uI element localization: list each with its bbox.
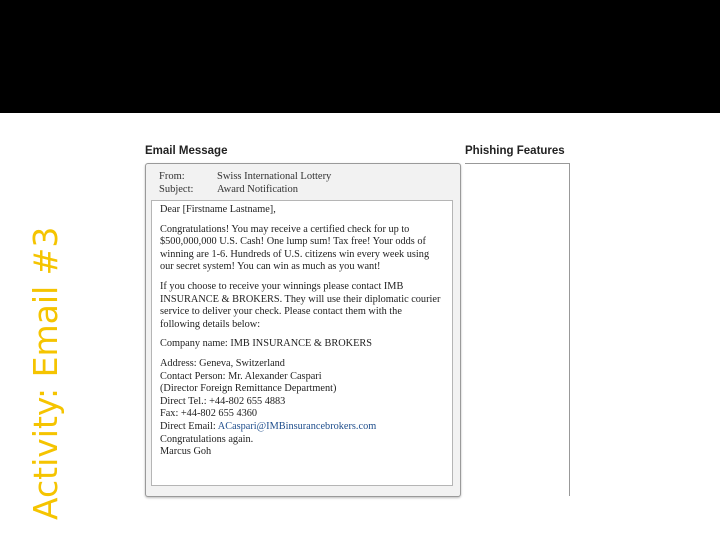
paragraph-2: If you choose to receive your winnings please contact IMB INSURANCE & BROKERS. They will use their diplomatic courier service to deliver your check. Please contact them with the following details below:: [160, 280, 441, 330]
slide-title: Activity: Email #3: [26, 226, 65, 520]
email-label: Direct Email:: [160, 420, 218, 432]
greeting: Dear [Firstname Lastname],: [160, 204, 276, 215]
address-line: Address: Geneva, Switzerland: [160, 357, 285, 369]
paragraph-1: Congratulations! You may receive a certified check for up to $500,000,000 U.S. Cash! One lump sum! Tax free! Your odds of winning are 1-6. Hundreds of U.S. citizens win every week using our secret system! You can win as much as you want!: [160, 223, 430, 273]
fax-line: Fax: +44-802 655 4360: [160, 408, 258, 420]
phishing-features-header: Phishing Features: [465, 145, 565, 157]
email-line: [160, 421, 444, 434]
email-message-header: Email Message: [145, 145, 228, 157]
from-label: From:: [159, 171, 185, 182]
email-link[interactable]: ACaspari@IMBinsurancebrokers.com: [217, 420, 377, 432]
contact-title: (Director Foreign Remittance Department): [160, 383, 337, 395]
email-body: [151, 200, 453, 486]
contact-line: Contact Person: Mr. Alexander Caspari: [160, 370, 322, 382]
from-value: Swiss International Lottery: [217, 171, 332, 182]
subject-value: Award Notification: [217, 184, 298, 195]
top-bar: [0, 0, 720, 113]
phishing-features-panel: [465, 163, 570, 496]
closing: Congratulations again.: [160, 433, 254, 445]
tel-line: Direct Tel.: +44-802 655 4883: [160, 395, 286, 407]
email-meta: [159, 170, 331, 196]
subject-label: Subject:: [159, 184, 194, 195]
company-line: Company name: IMB INSURANCE & BROKERS: [160, 338, 372, 350]
signature: Marcus Goh: [160, 446, 212, 458]
email-message-panel: [145, 163, 461, 497]
